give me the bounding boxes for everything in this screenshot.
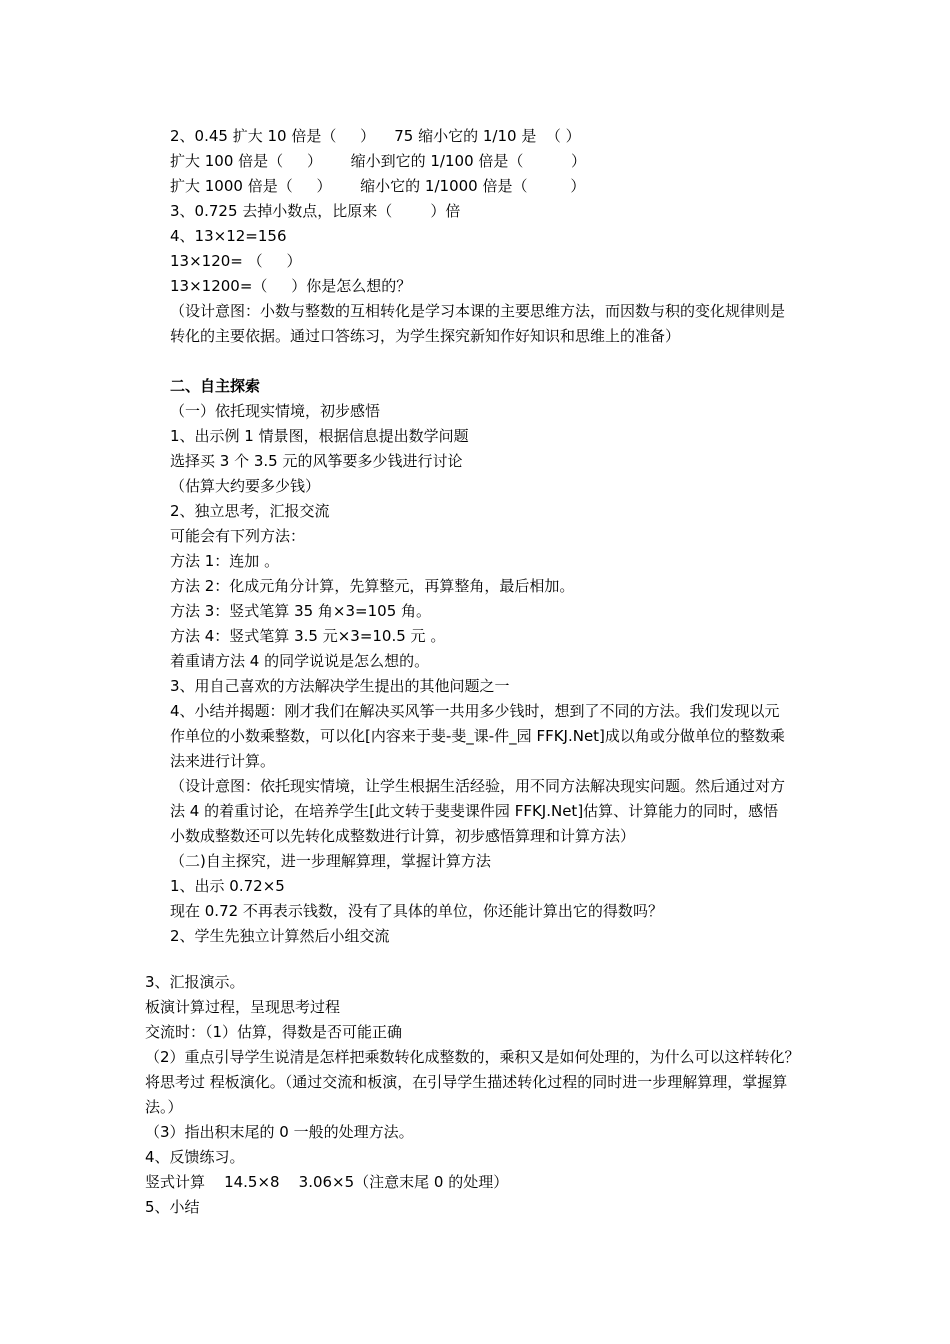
section-heading: 二、自主探索 [170, 377, 261, 395]
text-line: 2、学生先独立计算然后小组交流 [170, 927, 390, 945]
text-line: 扩大 1000 倍是（ ） 缩小它的 1/1000 倍是（ ） [170, 177, 586, 195]
text-line: 竖式计算 14.5×8 3.06×5（注意末尾 0 的处理） [145, 1173, 509, 1191]
text-line: （3）指出积末尾的 0 一般的处理方法。 [145, 1123, 414, 1141]
method-line: 方法 4：竖式笔算 3.5 元×3=10.5 元 。 [170, 627, 446, 645]
subsection-heading: （一）依托现实情境，初步感悟 [170, 402, 381, 420]
text-line: 扩大 100 倍是（ ） 缩小到它的 1/100 倍是（ ） [170, 152, 587, 170]
text-line: 可能会有下列方法： [170, 527, 306, 545]
text-line: 2、0.45 扩大 10 倍是（ ） 75 缩小它的 1/10 是 （ ） [170, 127, 581, 145]
method-line: 方法 2：化成元角分计算，先算整元，再算整角，最后相加。 [170, 577, 575, 595]
text-line: 4、13×12=156 [170, 227, 287, 245]
text-line: 交流时：（1）估算，得数是否可能正确 [145, 1023, 403, 1041]
section-bottom [145, 970, 810, 1220]
text-line: 1、出示 0.72×5 [170, 877, 285, 895]
text-line: （估算大约要多少钱） [170, 477, 321, 495]
text-line: 现在 0.72 不再表示钱数，没有了具体的单位，你还能计算出它的得数吗？ [170, 902, 663, 920]
text-line: 13×120= （ ） [170, 252, 302, 270]
text-line: 1、出示例 1 情景图，根据信息提出数学问题 [170, 427, 469, 445]
subsection-heading: （二)自主探究，进一步理解算理，掌握计算方法 [170, 852, 491, 870]
text-line: 3、0.725 去掉小数点，比原来（ ）倍 [170, 202, 461, 220]
text-line: 4、反馈练习。 [145, 1148, 245, 1166]
section-top [170, 124, 790, 949]
method-line: 方法 3：竖式笔算 35 角×3=105 角。 [170, 602, 432, 620]
design-intent-paragraph: （设计意图：小数与整数的互相转化是学习本课的主要思维方法，而因数与积的变化规律则是转化的主要依据。通过口答练习，为学生探究新知作好知识和思维上的准备） [170, 302, 786, 345]
text-line: 2、独立思考，汇报交流 [170, 502, 330, 520]
text-line: 5、小结 [145, 1198, 200, 1216]
text-line: 着重请方法 4 的同学说说是怎么想的。 [170, 652, 430, 670]
design-intent-paragraph: （设计意图：依托现实情境，让学生根据生活经验，用不同方法解决现实问题。然后通过对方法 4 的着重讨论，在培养学生[此文转于斐斐课件园 FFKJ.Net]估算、计算能力的同时，感悟小数成整数还可以先转化成整数进行计算，初步感悟算理和计算方法） [170, 777, 786, 845]
text-line: 3、汇报演示。 [145, 973, 245, 991]
text-line: 板演计算过程，呈现思考过程 [145, 998, 341, 1016]
method-line: 方法 1：连加 。 [170, 552, 280, 570]
text-line: 选择买 3 个 3.5 元的风筝要多少钱进行讨论 [170, 452, 463, 470]
text-line: 13×1200=（ ）你是怎么想的？ [170, 277, 412, 295]
text-line: 3、用自己喜欢的方法解决学生提出的其他问题之一 [170, 677, 510, 695]
guidance-paragraph: （2）重点引导学生说清是怎样把乘数转化成整数的，乘积又是如何处理的，为什么可以这样转化？将思考过 程板演化。（通过交流和板演，在引导学生描述转化过程的同时进一步理解算理，掌握算法。） [145, 1048, 800, 1116]
summary-paragraph: 4、小结并揭题：刚才我们在解决买风筝一共用多少钱时，想到了不同的方法。我们发现以元作单位的小数乘整数，可以化[内容来于斐-斐_课-件_园 FFKJ.Net]成以角或分做单位的整数乘法来进行计算。 [170, 702, 785, 770]
